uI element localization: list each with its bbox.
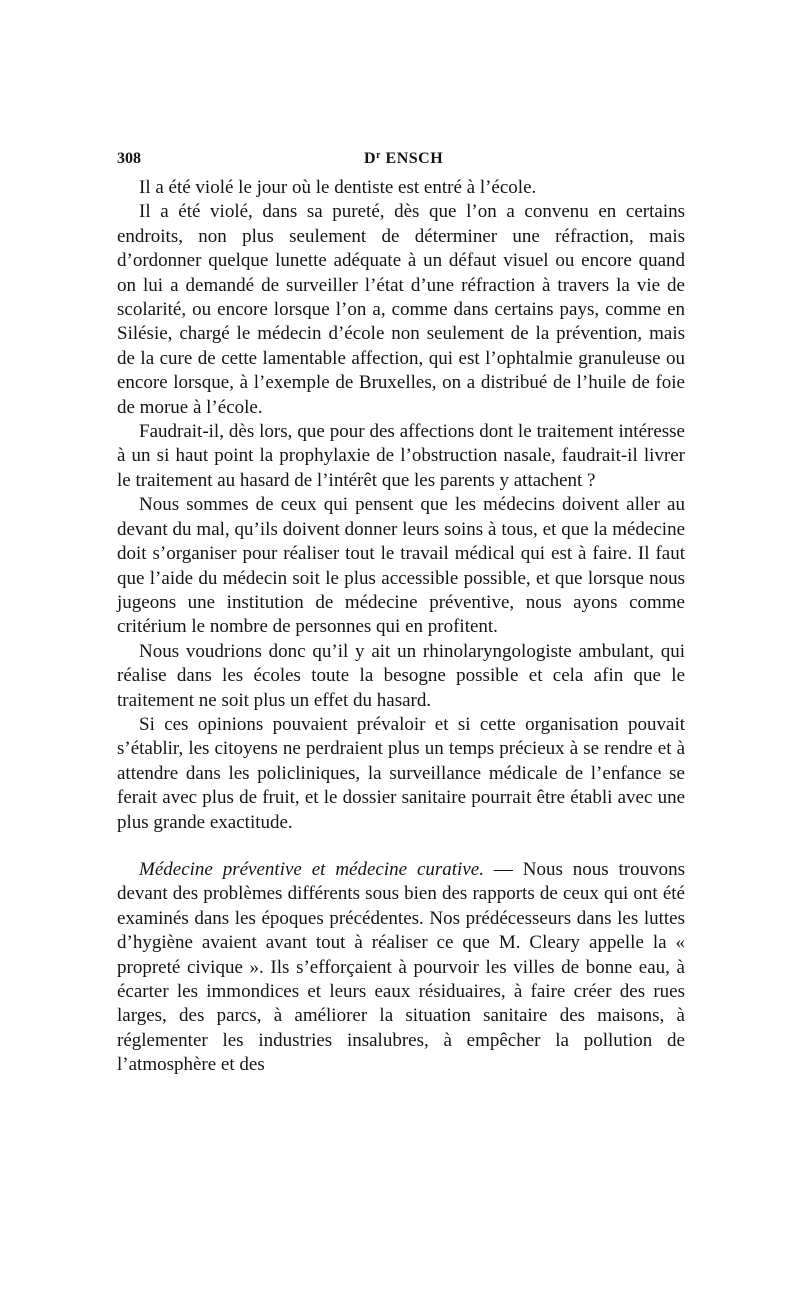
running-head	[364, 150, 443, 168]
section-paragraph	[117, 858, 685, 1078]
book-page	[117, 150, 685, 1078]
author-suffix: r	[376, 150, 382, 161]
section-spacer	[117, 835, 685, 858]
paragraph-5: Nous voudrions donc qu’il y ait un rhinolaryngologiste ambulant, qui réalise dans les écoles toute la besogne possible et cela afin que le traitement ne soit plus un effet du hasard.	[117, 640, 685, 711]
page-number: 308	[117, 150, 141, 167]
paragraph-3: Faudrait-il, dès lors, que pour des affections dont le traitement intéresse à un si haut point la prophylaxie de l’obstruction nasale, faudrait-il livrer le traitement au hasard de l’intérêt que les parents y attachent ?	[117, 421, 685, 491]
section-title: Médecine préventive et médecine curative.	[139, 858, 484, 880]
author-name: ENSCH	[385, 150, 444, 167]
page-header	[117, 150, 685, 176]
paragraph-6: Si ces opinions pouvaient prévaloir et si cette organisation pouvait s’établir, les citoyens ne perdraient plus un temps précieux à se rendre et à attendre dans les policliniques, la surveillance médicale de l’enfance se ferait avec plus de fruit, et le dossier sanitaire pourrait être établi avec une plus grande exactitude.	[117, 713, 685, 833]
paragraph-2: Il a été violé, dans sa pureté, dès que l’on a convenu en certains endroits, non plus seulement de déterminer une réfraction, mais d’ordonner quelque lunette adéquate à un défaut visuel ou encore quand on lui a demandé de surveiller l’état d’une réfraction à travers la vie de scolarité, ou encore lorsque l’on a, comme dans certains pays, comme en Silésie, chargé le médecin d’école non seulement de la prévention, mais de la cure de cette lamentable affection, qui est l’ophtalmie granuleuse ou encore lorsque, à l’exemple de Bruxelles, on a distribué de l’huile de foie de morue à l’école.	[117, 201, 685, 418]
author-prefix: D	[364, 150, 377, 167]
paragraph-4: Nous sommes de ceux qui pensent que les médecins doivent aller au devant du mal, qu’ils doivent donner leurs soins à tous, et que la médecine doit s’organiser pour réaliser tout le travail médical qui est à faire. Il faut que l’aide du médecin soit le plus accessible possible, et que lorsque nous jugeons une institution de médecine préventive, nous ayons comme critérium le nombre de personnes qui en profitent.	[117, 494, 685, 638]
section-text: — Nous nous trouvons devant des problèmes différents sous bien des rapports de ceux qui ont été examinés dans les époques précédentes. Nos prédécesseurs dans les luttes d’hygiène avaient avant tout à réaliser ce que M. Cleary appelle la « propreté civique ». Ils s’efforçaient à pourvoir les villes de bonne eau, à écarter les immondices et leurs eaux résiduaires, à faire créer des rues larges, des parcs, à améliorer la situation sanitaire des maisons, à réglementer les industries insalubres, à empêcher la pollution de l’atmosphère et des	[117, 858, 686, 1076]
paragraph-1: Il a été violé le jour où le dentiste est entré à l’école.	[139, 177, 537, 198]
